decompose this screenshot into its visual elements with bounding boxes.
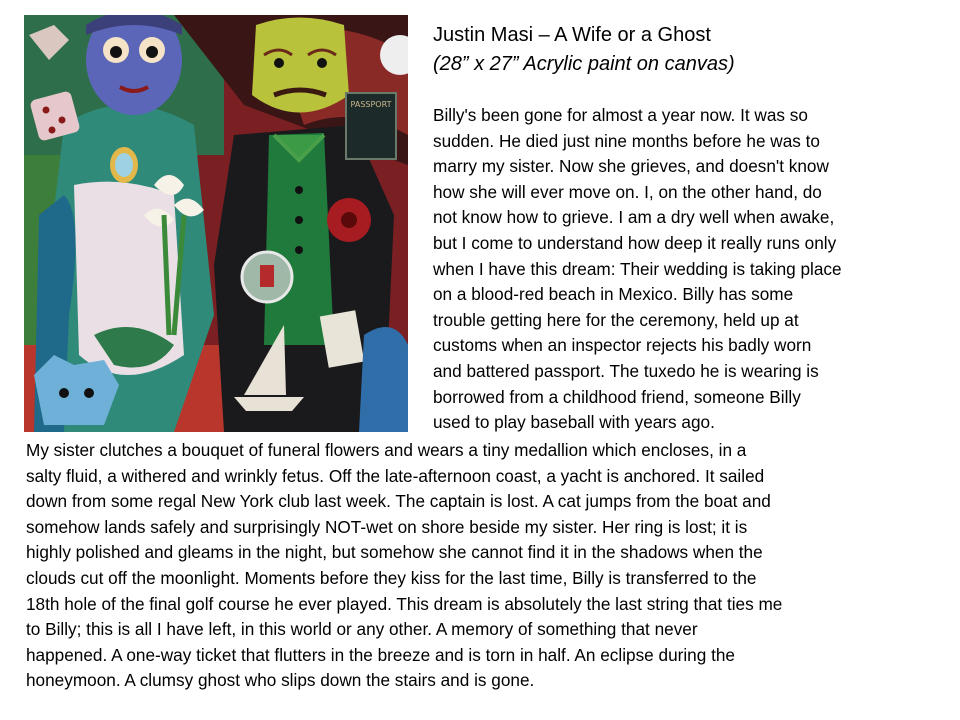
text-line: 18th hole of the final golf course he ever played. This dream is absolutely the last string that ties me: [26, 593, 783, 614]
text-line: somehow lands safely and surprisingly NOT-wet on shore beside my sister. Her ring is lost; it is: [26, 516, 748, 537]
text-line: My sister clutches a bouquet of funeral flowers and wears a tiny medallion which encloses, in a: [26, 440, 747, 460]
text-line: marry my sister. Now she grieves, and doesn't know: [433, 156, 829, 177]
text-line: used to play baseball with years ago.: [433, 412, 715, 433]
svg-text:PASSPORT: PASSPORT: [350, 100, 392, 109]
text-line: customs when an inspector rejects his badly worn: [433, 335, 812, 356]
text-line: sudden. He died just nine months before he was to: [433, 130, 820, 151]
text-line: down from some regal New York club last week. The captain is lost. A cat jumps from the boat and: [26, 491, 771, 512]
story-paragraph-1: [433, 103, 933, 436]
artwork-medium: (28” x 27” Acrylic paint on canvas): [433, 53, 735, 75]
text-line: not know how to grieve. I am a dry well when awake,: [433, 207, 835, 228]
story-paragraph-2: [26, 438, 936, 694]
text-line: when I have this dream: Their wedding is taking place: [433, 258, 842, 279]
painting-image: [24, 15, 408, 432]
text-line: happened. A one-way ticket that flutters in the breeze and is torn in half. An eclipse during the: [26, 644, 735, 665]
text-line: salty fluid, a withered and wrinkly fetus. Off the late-afternoon coast, a yacht is anchored. It sailed: [26, 465, 765, 486]
text-line: Billy's been gone for almost a year now. It was so: [433, 105, 808, 125]
text-line: trouble getting here for the ceremony, held up at: [433, 309, 799, 330]
text-line: how she will ever move on. I, on the other hand, do: [433, 181, 822, 202]
text-line: to Billy; this is all I have left, in this world or any other. A memory of something that never: [26, 619, 698, 640]
text-line: clouds cut off the moonlight. Moments before they kiss for the last time, Billy is transferred to the: [26, 567, 757, 588]
text-line: and battered passport. The tuxedo he is wearing is: [433, 360, 819, 381]
artwork-title: Justin Masi – A Wife or a Ghost: [433, 24, 711, 46]
text-line: on a blood-red beach in Mexico. Billy has some: [433, 284, 794, 305]
text-line: highly polished and gleams in the night, but somehow she cannot find it in the shadows when the: [26, 542, 763, 563]
text-line: borrowed from a childhood friend, someone Billy: [433, 386, 801, 407]
text-line: but I come to understand how deep it really runs only: [433, 232, 837, 253]
text-line: honeymoon. A clumsy ghost who slips down the stairs and is gone.: [26, 670, 535, 691]
